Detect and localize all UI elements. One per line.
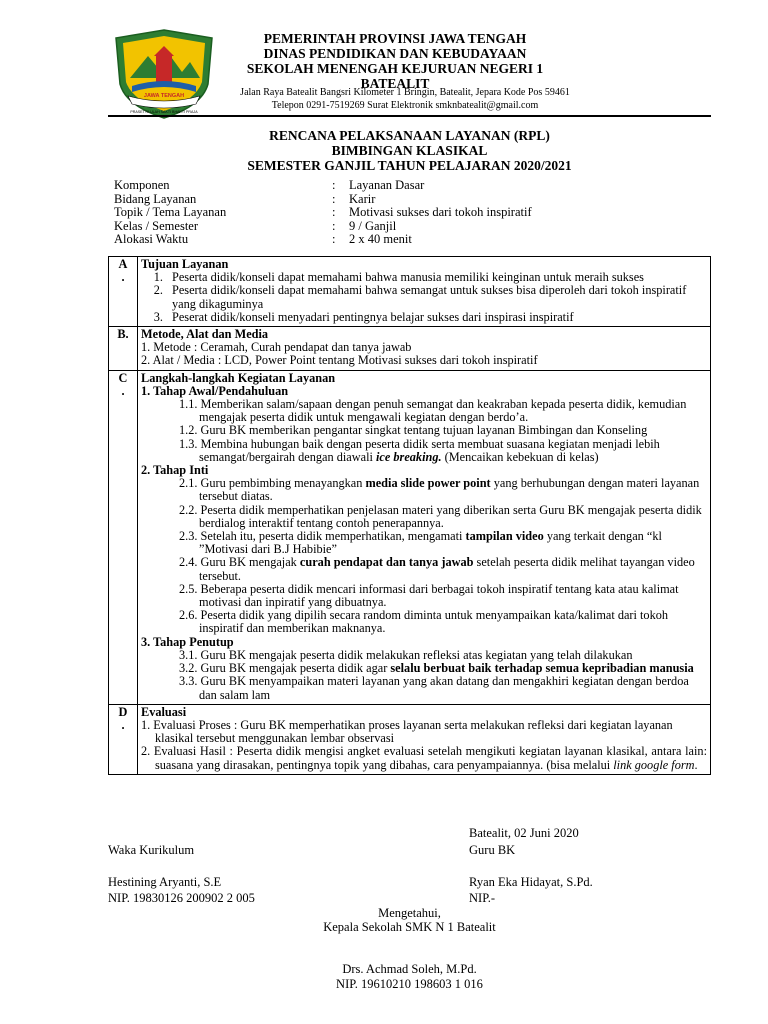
right-signer-name: Ryan Eka Hidayat, S.Pd. [469, 875, 593, 889]
info-sep: : [332, 232, 336, 246]
step-item: 2.6. Peserta didik yang dipilih secara random diminta untuk menyampaikan kata/kalimat dari tokoh inspiratif dan memberikan maknanya. [179, 608, 669, 636]
step-item: 2.2. Peserta didik memperhatikan penjelasan materi yang diberikan serta Guru BK mengajak peserta didik berdialog interaktif tentang contoh penerapannya. [179, 502, 702, 530]
left-signer-nip: NIP. 19830126 200902 2 005 [108, 891, 255, 905]
section-c-content [138, 370, 711, 704]
stage-3-title: 3. Tahap Penutup [141, 634, 234, 649]
section-letter: C . [109, 370, 138, 704]
list-item: 3. Peserat didik/konseli menyadari pentingnya belajar sukses dari inspirasi inspiratif [166, 311, 707, 324]
step-item: 2.4. Guru BK mengajak curah pendapat dan tanya jawab setelah peserta didik melihat tayangan video tersebut. [179, 555, 695, 583]
list-item: 1. Metode : Ceramah, Curah pendapat dan tanya jawab [141, 340, 412, 355]
letterhead [210, 31, 580, 91]
section-letter: D . [109, 704, 138, 774]
plan-table [108, 256, 711, 775]
header-line-1: PEMERINTAH PROVINSI JAWA TENGAH [263, 31, 527, 46]
head-name: Drs. Achmad Soleh, M.Pd. [342, 962, 477, 976]
info-block [114, 179, 704, 247]
left-signer-role: Waka Kurikulum [108, 843, 195, 857]
title-line-1: RENCANA PELAKSANAAN LAYANAN (RPL) [269, 128, 550, 143]
right-signer-role: Guru BK [469, 843, 516, 857]
title-line-3: SEMESTER GANJIL TAHUN PELAJARAN 2020/2021 [247, 158, 572, 173]
step-item: 2.5. Beberapa peserta didik mencari informasi dari berbagai tokoh inspiratif tentang kata atau kalimat motivasi dan inpiratif yang dibuatnya. [179, 581, 679, 610]
info-row [114, 206, 704, 220]
info-label: Komponen [114, 178, 170, 192]
step-item: 2.3. Setelah itu, peserta didik memperhatikan, mengamati tampilan video yang terkait dengan “kl ”Motivasi dari B.J Habibie” [179, 529, 662, 557]
step-item: 3.3. Guru BK menyampaikan materi layanan yang akan datang dan mengakhiri kegiatan dengan berdoa dan salam lam [179, 674, 689, 702]
section-letter: B. [109, 327, 138, 371]
jawa-tengah-emblem-icon [108, 26, 220, 122]
header-line-3: SEKOLAH MENENGAH KEJURUAN NEGERI 1 [246, 61, 544, 76]
section-letter: A . [109, 257, 138, 327]
section-c-row [109, 370, 711, 704]
letterhead-rule [108, 115, 711, 117]
info-value: Karir [349, 191, 376, 206]
info-sep: : [332, 218, 336, 233]
section-a-content [138, 257, 711, 327]
section-a-row [109, 257, 711, 327]
logo-motto: PRASETYA ULAH SAKTI BHAKTI PRAJA [130, 110, 198, 114]
stage-1-title: 1. Tahap Awal/Pendahuluan [141, 383, 289, 398]
section-d-content [138, 704, 711, 774]
info-row [114, 179, 704, 193]
header-address: Jalan Raya Batealit Bangsri Kilometer 1 Bringin, Batealit, Jepara Kode Pos 59461 [240, 87, 570, 98]
header-line-4: BATEALIT [360, 76, 430, 91]
info-value: Motivasi sukses dari tokoh inspiratif [349, 205, 532, 219]
signature-date: Batealit, 02 Juni 2020 [469, 826, 579, 840]
section-b-row [109, 327, 711, 371]
section-d-title: Evaluasi [141, 704, 187, 719]
evaluation-process: 1. Evaluasi Proses : Guru BK memperhatikan proses layanan serta melakukan refleksi dari kegiatan layanan klasikal tersebut menggunakan lembar observasi [141, 717, 673, 746]
info-sep: : [332, 178, 336, 192]
info-row [114, 193, 704, 207]
stage-2-title: 2. Tahap Inti [141, 463, 209, 478]
logo-ribbon-text: JAWA TENGAH [143, 93, 185, 99]
head-nip: NIP. 19610210 198603 1 016 [336, 977, 483, 991]
document-title [108, 128, 711, 173]
info-label: Topik / Tema Layanan [114, 205, 227, 219]
info-value: 2 x 40 menit [349, 232, 412, 246]
evaluation-result: 2. Evaluasi Hasil : Peserta didik mengisi angket evaluasi setelah mengikuti kegiatan layanan klasikal, antara lain: suasana yang dirasakan, pentingnya topik yang dibahas, cara penyampaiannya. (bisa melalui link google form. [141, 744, 707, 772]
approval-label: Mengetahui, [378, 906, 441, 920]
left-signer-name: Hestining Aryanti, S.E [108, 875, 222, 889]
info-value: 9 / Ganjil [349, 218, 397, 233]
info-value: Layanan Dasar [349, 178, 425, 192]
header-contact: Telepon 0291-7519269 Surat Elektronik smknbatealit@gmail.com [271, 100, 539, 111]
title-line-2: BIMBINGAN KLASIKAL [331, 143, 488, 158]
provincial-logo [108, 26, 220, 122]
info-sep: : [332, 205, 336, 219]
info-sep: : [332, 191, 336, 206]
right-signer-nip: NIP.- [469, 891, 496, 905]
head-role: Kepala Sekolah SMK N 1 Batealit [323, 920, 496, 934]
info-label: Bidang Layanan [114, 191, 197, 206]
step-item: 1.1. Memberikan salam/sapaan dengan penuh semangat dan keakraban kepada peserta didik, kemudian mengajak peserta didik untuk mengawali kegiatan dengan berdo’a. [179, 397, 687, 425]
section-b-content [138, 327, 711, 371]
list-item: 2. Alat / Media : LCD, Power Point tentang Motivasi sukses dari tokoh inspiratif [141, 353, 538, 368]
info-label: Alokasi Waktu [114, 232, 189, 246]
section-d-row [109, 704, 711, 774]
step-item: 1.3. Membina hubungan baik dengan peserta didik serta membuat suasana kegiatan menjadi lebih semangat/bergairah dengan diawali ice breaking. (Mencaikan kebekuan di kelas) [179, 436, 660, 464]
step-item: 2.1. Guru pembimbing menayangkan media slide power point yang berhubungan dengan materi layanan tersebut diatas. [179, 476, 700, 504]
step-item: 1.2. Guru BK memberikan pengantar singkat tentang tujuan layanan Bimbingan dan Konseling [179, 423, 648, 438]
list-item: 2. Peserta didik/konseli dapat memahami bahwa semangat untuk sukses bisa diperoleh dari tokoh inspiratif yang dikaguminya [166, 284, 707, 310]
step-item: 3.1. Guru BK mengajak peserta didik melakukan refleksi atas kegiatan yang telah dilakukan [179, 647, 633, 662]
header-line-2: DINAS PENDIDIKAN DAN KEBUDAYAAN [263, 46, 527, 61]
info-row [114, 233, 704, 247]
section-c-title: Langkah-langkah Kegiatan Layanan [141, 370, 336, 385]
goals-list [141, 271, 707, 324]
step-item: 3.2. Guru BK mengajak peserta didik agar selalu berbuat baik terhadap semua kepribadian manusia [179, 661, 694, 676]
section-b-title: Metode, Alat dan Media [141, 327, 269, 342]
info-row [114, 220, 704, 234]
section-a-title: Tujuan Layanan [141, 257, 229, 271]
list-item: 1. Peserta didik/konseli dapat memahami bahwa manusia memiliki keinginan untuk meraih sukses [166, 271, 707, 284]
info-label: Kelas / Semester [114, 218, 199, 233]
